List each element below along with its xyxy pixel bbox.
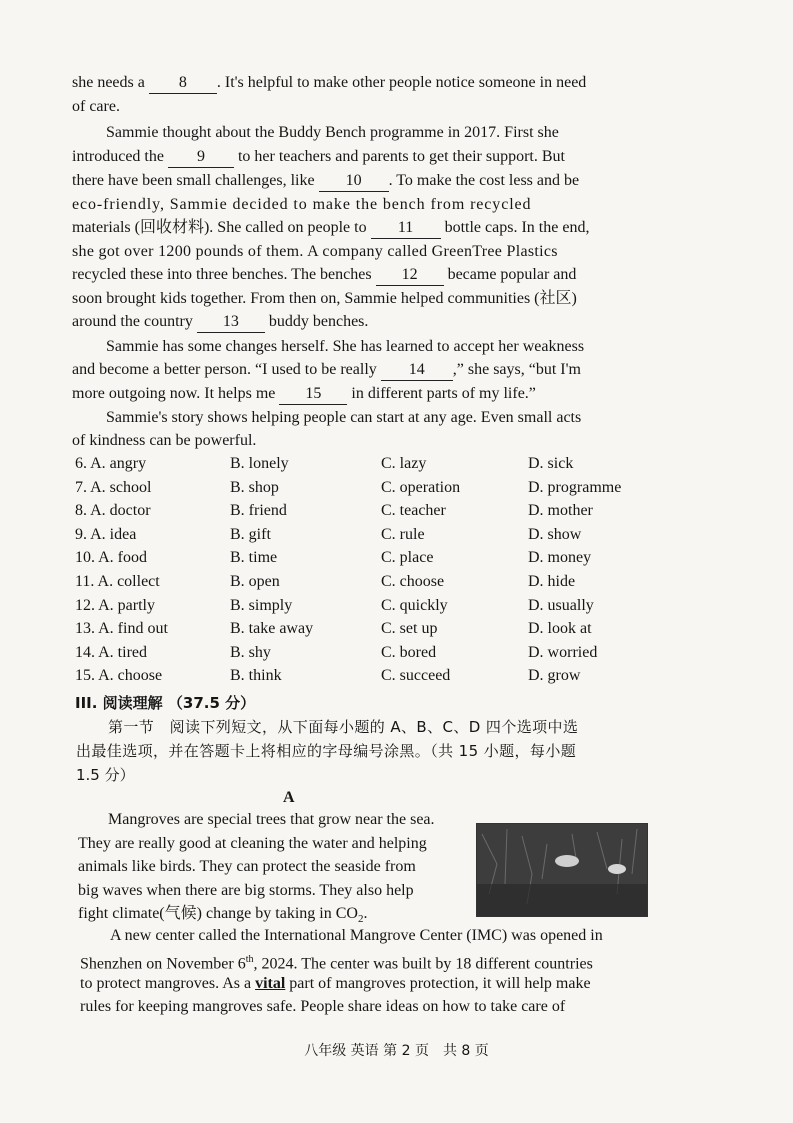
option-d: D. show (528, 525, 582, 543)
option-row (75, 526, 715, 546)
text: she needs a (72, 74, 145, 91)
answer-blank: 13 (197, 312, 265, 333)
text: Shenzhen on November 6 (80, 955, 246, 973)
passage-line: Sammie has some changes herself. She has learned to accept her weakness (106, 338, 585, 355)
option-c: C. operation (381, 478, 461, 496)
passage-line (72, 218, 589, 239)
text: became popular and (447, 266, 577, 283)
option-a: 7. A. school (75, 478, 152, 496)
option-row (75, 549, 715, 569)
option-b: B. take away (230, 620, 314, 638)
option-a: 6. A. angry (75, 455, 147, 472)
option-c: C. teacher (381, 502, 446, 520)
option-c: C. succeed (381, 667, 451, 685)
option-c: C. bored (381, 643, 437, 661)
answer-blank: 14 (381, 360, 453, 381)
option-a: 10. A. food (75, 549, 147, 567)
passage-line (72, 384, 536, 405)
text: more outgoing now. It helps me (72, 385, 276, 402)
option-row (75, 573, 715, 593)
option-d: D. usually (528, 596, 594, 614)
option-a: 11. A. collect (75, 573, 160, 590)
passage-line (72, 312, 368, 333)
section-heading: III. 阅读理解 （37.5 分） (75, 694, 256, 712)
option-a: 13. A. find out (75, 620, 168, 638)
passage-line: of kindness can be powerful. (72, 432, 257, 449)
page-footer: 八年级 英语 第 2 页 共 8 页 (304, 1043, 489, 1059)
answer-blank: 8 (149, 73, 217, 94)
text: materials (回收材料). She called on people to (72, 219, 367, 236)
option-row (75, 667, 715, 687)
option-b: B. simply (230, 596, 293, 614)
option-b: B. time (230, 549, 278, 567)
option-row (75, 597, 715, 617)
answer-blank: 10 (319, 171, 389, 192)
passage-line (80, 950, 593, 974)
passage-line: Sammie's story shows helping people can start at any age. Even small acts (106, 409, 582, 426)
option-a: 14. A. tired (75, 643, 147, 661)
text: buddy benches. (268, 313, 369, 330)
option-b: B. friend (230, 502, 287, 520)
subscript: 2 (357, 913, 364, 926)
option-row (75, 502, 715, 522)
text: to her teachers and parents to get their support. But (237, 148, 565, 165)
instruction-line: 1.5 分） (76, 766, 135, 784)
option-c: C. set up (381, 620, 438, 638)
text: fight climate(气候) change by taking in CO (78, 905, 358, 922)
text: in different parts of my life.” (351, 385, 536, 402)
option-d: D. money (528, 549, 592, 567)
option-d: D. sick (528, 455, 574, 472)
text: bottle caps. In the end, (444, 219, 590, 236)
passage-line: rules for keeping mangroves safe. People share ideas on how to take care of (80, 998, 566, 1015)
option-d: D. grow (528, 667, 581, 685)
passage-line (72, 171, 579, 192)
passage-letter: A (283, 789, 295, 806)
option-c: C. quickly (381, 596, 448, 614)
text: . It's helpful to make other people notice someone in need (216, 74, 587, 91)
mangrove-photo (476, 823, 648, 917)
text: introduced the (72, 148, 164, 165)
answer-blank: 9 (168, 147, 234, 168)
option-b: B. shop (230, 478, 279, 496)
passage-line (72, 73, 586, 94)
passage-line (72, 360, 581, 381)
instruction-line: 第一节 阅读下列短文，从下面每小题的 A、B、C、D 四个选项中选 (108, 718, 579, 736)
option-b: B. lonely (230, 455, 289, 472)
option-b: B. shy (230, 643, 271, 661)
passage-line: Mangroves are special trees that grow near the sea. (108, 811, 435, 828)
passage-line: They are really good at cleaning the water and helping (78, 835, 427, 852)
option-row (75, 479, 715, 499)
text: . To make the cost less and be (388, 172, 580, 189)
text: . (363, 905, 368, 922)
passage-line: animals like birds. They can protect the seaside from (78, 858, 416, 875)
option-d: D. mother (528, 502, 593, 520)
option-c: C. place (381, 549, 434, 567)
option-c: C. choose (381, 573, 445, 590)
option-row (75, 644, 715, 664)
passage-line: of care. (72, 98, 120, 115)
option-a: 12. A. partly (75, 596, 155, 614)
text: part of mangroves protection, it will help make (289, 975, 591, 992)
text: around the country (72, 313, 193, 330)
option-a: 9. A. idea (75, 525, 137, 543)
text: recycled these into three benches. The benches (72, 266, 372, 283)
option-row (75, 455, 715, 475)
highlighted-word: vital (255, 975, 286, 992)
answer-blank: 12 (376, 265, 444, 286)
instruction-line: 出最佳选项，并在答题卡上将相应的字母编号涂黑。（共 15 小题，每小题 (76, 742, 577, 760)
option-d: D. look at (528, 620, 592, 638)
option-b: B. think (230, 667, 282, 685)
passage-line: big waves when there are big storms. They also help (78, 882, 414, 899)
passage-line: A new center called the International Mangrove Center (IMC) was opened in (110, 927, 603, 944)
option-row (75, 620, 715, 640)
text: ,” she says, “but I'm (452, 361, 581, 378)
text: and become a better person. “I used to be really (72, 361, 377, 378)
text: there have been small challenges, like (72, 172, 315, 189)
option-d: D. programme (528, 478, 622, 496)
passage-line: Sammie thought about the Buddy Bench programme in 2017. First she (106, 124, 559, 141)
superscript: th (245, 954, 254, 965)
passage-line (72, 147, 565, 168)
mangrove-photo-image (477, 824, 647, 916)
text: to protect mangroves. As a (80, 975, 252, 992)
text: , 2024. The center was built by 18 different countries (253, 955, 593, 973)
option-a: 15. A. choose (75, 667, 163, 685)
option-c: C. lazy (381, 455, 427, 472)
answer-blank: 15 (279, 384, 347, 405)
passage-line (72, 265, 576, 286)
passage-line: soon brought kids together. From then on, Sammie helped communities (社区) (72, 290, 577, 307)
passage-line (80, 974, 591, 994)
passage-line: eco-friendly, Sammie decided to make the bench from recycled (72, 196, 532, 213)
option-b: B. gift (230, 525, 271, 543)
option-d: D. hide (528, 573, 576, 590)
passage-line: she got over 1200 pounds of them. A company called GreenTree Plastics (72, 243, 558, 260)
option-c: C. rule (381, 525, 425, 543)
option-a: 8. A. doctor (75, 502, 151, 520)
option-b: B. open (230, 573, 280, 590)
answer-blank: 11 (371, 218, 441, 239)
option-d: D. worried (528, 643, 598, 661)
